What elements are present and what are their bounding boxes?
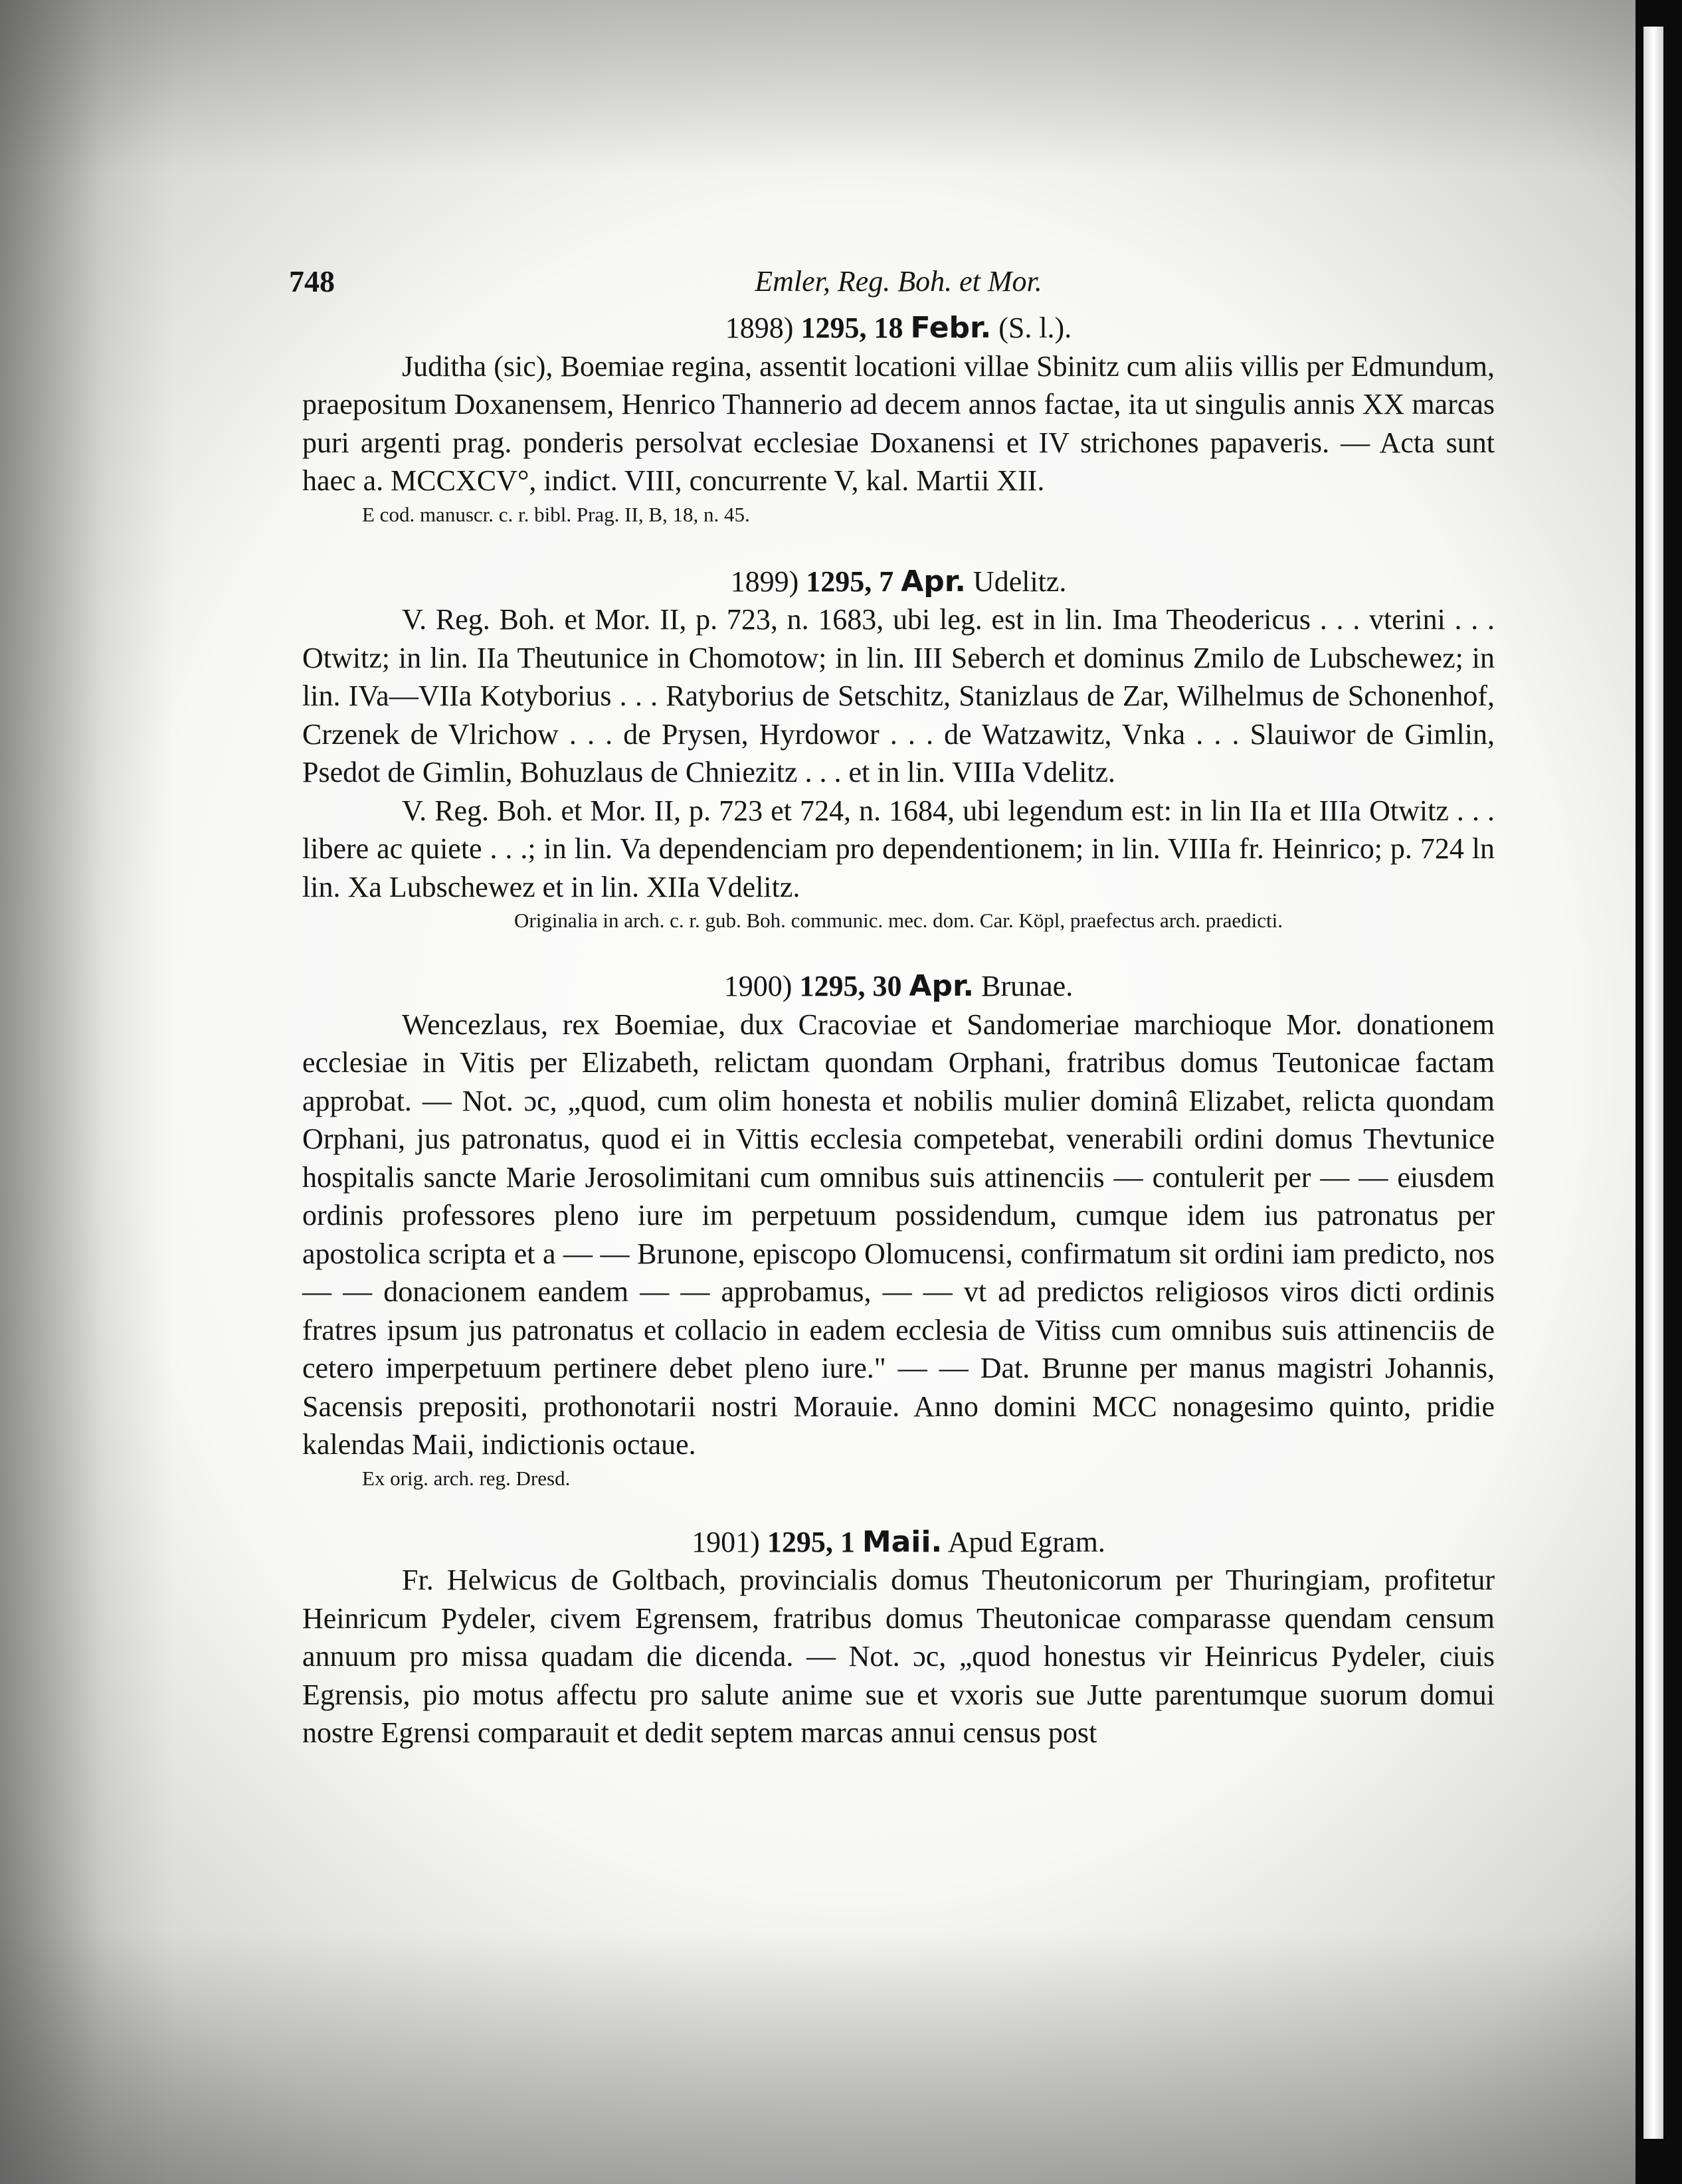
entry-number: 1900) [723,970,793,1002]
entry-paragraph: V. Reg. Boh. et Mor. II, p. 723 et 724, n. 1684, ubi legendum est: in lin IIa et IIIa Otwitz . . . libere ac quiete . . .; in lin. Va dependenciam pro dependentionem; in lin. VIIIa fr. Heinrico; p. 724 ln lin. Xa Lubschewez et in lin. XIIa Vdelitz. [302,794,1495,903]
scan-border-right [1635,0,1682,2184]
entry-source: Originalia in arch. c. r. gub. Boh. communic. mec. dom. Car. Köpl, praefectus arch. praedicti. [514,909,1283,932]
entry-date: 1295, 30 [799,970,902,1002]
entry-1898 [302,309,1495,529]
entry-title [302,967,1495,1006]
entry-source: Ex orig. arch. reg. Dresd. [362,1466,571,1490]
page-shadow-top [0,0,1635,173]
entry-title [302,309,1495,347]
adjacent-page-edge [1643,27,1663,2139]
entry-number: 1898) [725,312,794,344]
entry-paragraph: Wencezlaus, rex Boemiae, dux Cracoviae et Sandomeriae marchioque Mor. donationem ecclesiae in Vitis per Elizabeth, relictam quondam Orphani, fratribus domus Teutonicae factam approbat. — Not. ɔc, „quod, cum olim honesta et nobilis mulier dominâ Elizabet, relicta quondam Orphani, jus patronatus, quod ei in Vittis ecclesia competebat, venerabili ordini domus Thevtunice hospitalis sancte Marie Jerosolimitani cum omnibus suis attinenciis — contulerit per — — eiusdem ordinis professores pleno iure im perpetuum possidendum, cumque idem ius patronatus per apostolica scripta et a — — Brunone, episcopo Olomucensi, confirmatum sit ordini iam predicto, nos — — donacionem eandem — — approbamus, — — vt ad predictos religiosos viros dicti ordinis fratres ipsum jus patronatus et collacio in eadem ecclesia de Vitiss cum omnibus suis attinenciis de cetero imperpetuum pertinere debet pleno iure." — — Dat. Brunne per manus magistri Johannis, Sacensis prepositi, prothonotarii nostri Morauie. Anno domini MCC nonagesimo quinto, pridie kalendas Maii, indictionis octaue. [302,1008,1495,1461]
page-shadow-bottom [0,1932,1635,2184]
entry-month: Maii. [862,1524,943,1559]
entry-number: 1901) [692,1525,760,1558]
entry-month: Apr. [909,969,975,1003]
entry-place: (S. l.). [998,312,1072,344]
entry-number: 1899) [730,565,799,598]
running-title: Emler, Reg. Boh. et Mor. [755,265,1042,298]
entry-place: Apud Egram. [947,1525,1105,1558]
entry-place: Udelitz. [973,565,1067,598]
entry-1901 [302,1523,1495,1752]
entry-paragraph: Juditha (sic), Boemiae regina, assentit locationi villae Sbinitz cum aliis villis per Edmundum, praepositum Doxanensem, Henrico Thannerio ad decem annos factae, ita ut singulis annis XX marcas puri argenti prag. ponderis persolvat ecclesiae Doxanensi et IV strichones papaveris. — Acta sunt haec a. MCCXCV°, indict. VIII, concurrente V, kal. Martii XII. [302,349,1495,497]
entry-1899 [302,563,1495,936]
entry-title [302,1523,1495,1562]
entry-date: 1295, 1 [767,1525,855,1558]
entry-month: Apr. [901,564,966,598]
entry-paragraph: V. Reg. Boh. et Mor. II, p. 723, n. 1683, ubi leg. est in lin. Ima Theodericus . . . vterini . . . Otwitz; in lin. IIa Theutunice in Chomotow; in lin. III Seberch et dominus Zmilo de Lubschewez; in lin. IVa—VIIa Kotyborius . . . Ratyborius de Setschitz, Stanizlaus de Zar, Wilhelmus de Schonenhof, Crzenek de Vlrichow . . . de Prysen, Hyrdowor . . . de Watzawitz, Vnka . . . Slauiwor de Gimlin, Psedot de Gimlin, Bohuzlaus de Chniezitz . . . et in lin. VIIIa Vdelitz. [302,603,1495,788]
entry-title [302,563,1495,601]
page-shadow-left [0,0,173,2184]
entry-place: Brunae. [981,970,1074,1002]
page-number: 748 [289,264,335,298]
entry-date: 1295, 7 [806,565,894,598]
entry-month: Febr. [910,311,992,345]
page-content [289,262,1495,1752]
entry-paragraph: Fr. Helwicus de Goltbach, provincialis domus Theutonicorum per Thuringiam, profitetur Heinricum Pydeler, civem Egrensem, fratribus domus Theutonicae comparasse quendam censum annuum pro missa quadam die dicenda. — Not. ɔc, „quod honestus vir Heinricus Pydeler, ciuis Egrensis, pio motus affectu pro salute anime sue et vxoris sue Jutte parentumque suorum domui nostre Egrensi comparauit et dedit septem marcas annui census post [302,1564,1495,1749]
page-header [289,262,1495,309]
entry-1900 [302,967,1495,1493]
entry-date: 1295, 18 [800,312,903,344]
entry-source: E cod. manuscr. c. r. bibl. Prag. II, B, 18, n. 45. [362,502,750,526]
